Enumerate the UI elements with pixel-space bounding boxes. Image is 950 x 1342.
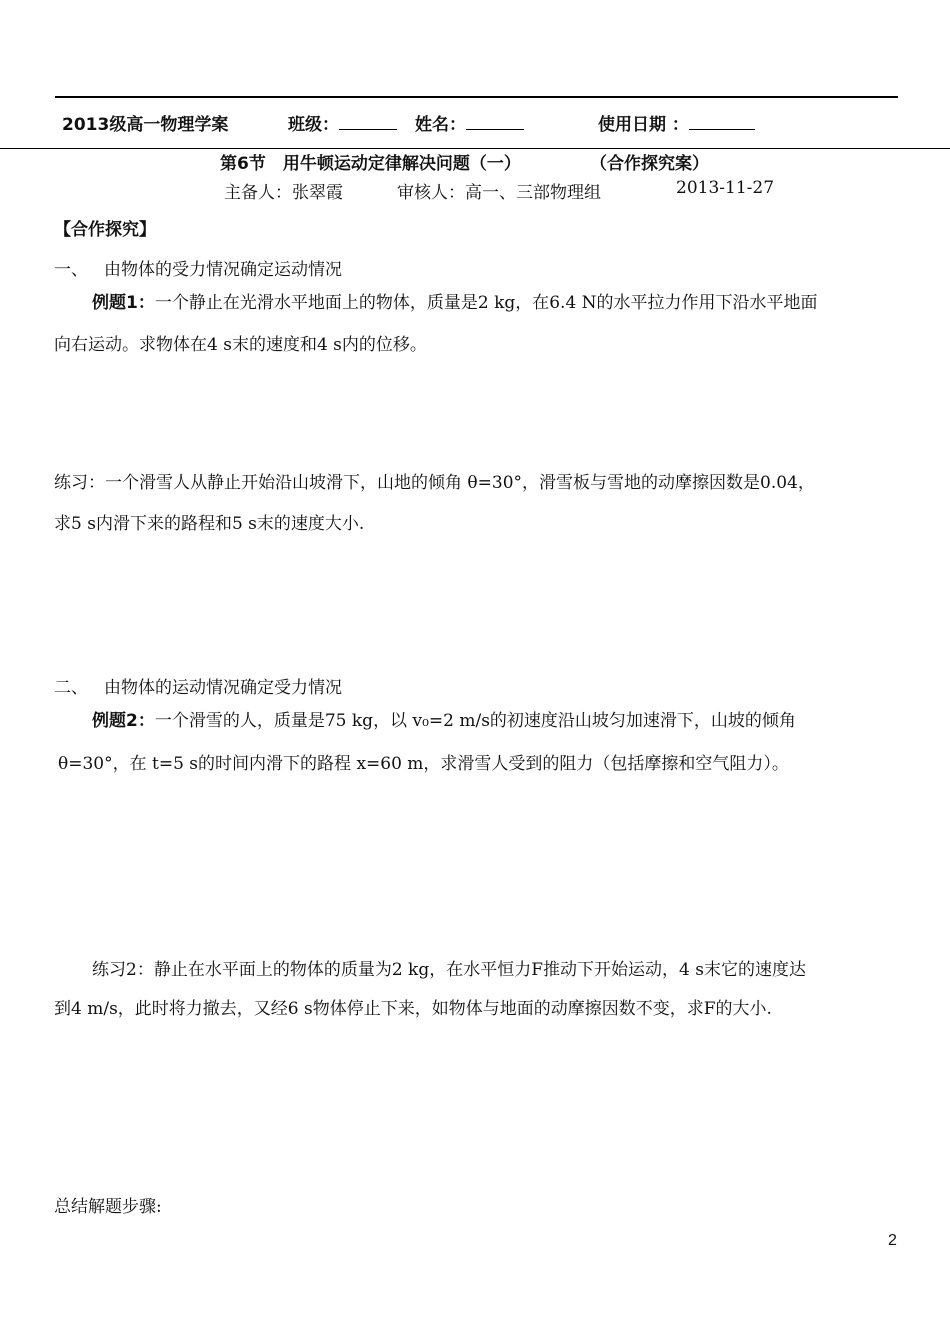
page-number: 2 bbox=[888, 1232, 897, 1249]
practice1-line2: 求5 s内滑下来的路程和5 s末的速度大小. bbox=[54, 514, 365, 534]
date-blank[interactable] bbox=[689, 113, 755, 130]
example1-line1 bbox=[92, 288, 818, 313]
part1-title: 由物体的受力情况确定运动情况 bbox=[104, 260, 342, 280]
header-top-rule bbox=[55, 96, 898, 98]
name-blank[interactable] bbox=[466, 113, 524, 130]
section-title: 第6节 用牛顿运动定律解决问题（一） bbox=[220, 154, 521, 174]
reviewer: 审核人：高一、三部物理组 bbox=[397, 183, 601, 203]
part2-number: 二、 bbox=[54, 678, 88, 698]
explore-heading: 【合作探究】 bbox=[54, 220, 156, 240]
class-blank[interactable] bbox=[339, 113, 397, 130]
example2-text1: 一个滑雪的人，质量是75 kg，以 v₀=2 m/s的初速度沿山坡匀加速滑下，山坡的倾角 bbox=[154, 711, 796, 731]
example2-line1 bbox=[92, 706, 796, 731]
practice2-line1: 练习2：静止在水平面上的物体的质量为2 kg，在水平恒力F推动下开始运动，4 s末它的速度达 bbox=[92, 960, 806, 980]
practice1-line1: 练习：一个滑雪人从静止开始沿山坡滑下，山地的倾角 θ=30°，滑雪板与雪地的动摩擦因数是0.04， bbox=[54, 473, 815, 493]
name-label: 姓名： bbox=[415, 115, 466, 135]
practice2-line2: 到4 m/s，此时将力撤去，又经6 s物体停止下来，如物体与地面的动摩擦因数不变，求F的大小. bbox=[54, 999, 772, 1019]
part1-number: 一、 bbox=[54, 260, 88, 280]
example2-label: 例题2： bbox=[92, 711, 155, 731]
section-type: （合作探究案） bbox=[590, 154, 709, 174]
summary-label: 总结解题步骤: bbox=[54, 1197, 162, 1217]
example1-label: 例题1： bbox=[92, 293, 155, 313]
class-field bbox=[288, 110, 397, 135]
date-label: 使用日期 ： bbox=[598, 115, 689, 135]
course-title: 2013级高一物理学案 bbox=[62, 115, 229, 135]
preparer: 主备人：张翠霞 bbox=[224, 183, 343, 203]
doc-date: 2013-11-27 bbox=[676, 178, 775, 198]
date-field bbox=[598, 110, 755, 135]
name-field bbox=[415, 110, 524, 135]
example1-line2: 向右运动。求物体在4 s末的速度和4 s内的位移。 bbox=[54, 335, 427, 355]
example2-line2: θ=30°，在 t=5 s的时间内滑下的路程 x=60 m，求滑雪人受到的阻力（包括摩擦和空气阻力）。 bbox=[58, 754, 789, 774]
part2-title: 由物体的运动情况确定受力情况 bbox=[104, 678, 342, 698]
example1-text1: 一个静止在光滑水平地面上的物体，质量是2 kg，在6.4 N的水平拉力作用下沿水平地面 bbox=[154, 293, 818, 313]
class-label: 班级： bbox=[288, 115, 339, 135]
